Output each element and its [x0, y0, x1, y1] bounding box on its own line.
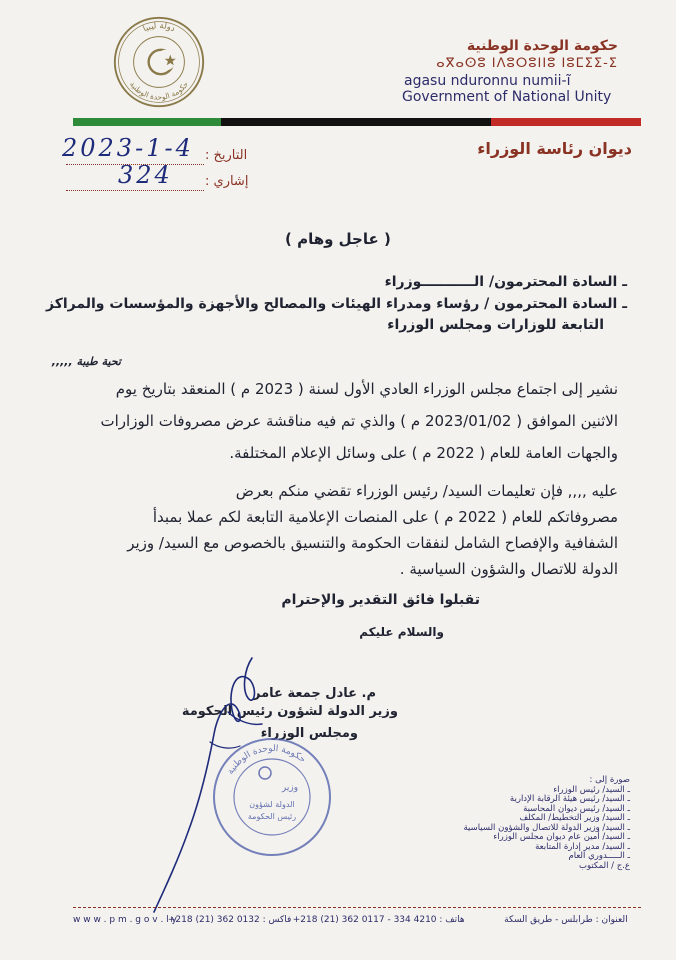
- seal-top-text: دولة ليبيا: [141, 20, 177, 34]
- body-line: الاثنين الموافق ( 2023/01/02 م ) والذي تم فيه مناقشة عرض مصروفات الوزارات: [100, 412, 618, 430]
- addressee-ministers: ـ السادة المحترمون/ الـــــــــــوزراء: [384, 274, 627, 290]
- list-item: ـ السيد/ رئيس الوزراء: [553, 784, 630, 795]
- greeting: تحية طيبة ,,,,,: [51, 355, 121, 368]
- svg-text:حكومة الوحدة الوطنية: [128, 79, 190, 101]
- seal-bottom-text: حكومة الوحدة الوطنية: [127, 79, 191, 102]
- distribution-list: [430, 776, 630, 871]
- signatory-name: م. عادل جمعة عامر: [253, 686, 376, 701]
- footer-address: العنوان : طرابلس - طريق السكة: [504, 915, 628, 925]
- body-line: نشير إلى اجتماع مجلس الوزراء العادي الأول لسنة ( 2023 م ) المنعقد بتاريخ يوم: [115, 380, 618, 398]
- closing-salutation: والسلام عليكم: [359, 625, 444, 639]
- government-name-arabic: حكومة الوحدة الوطنية: [466, 38, 618, 54]
- list-item: ـ السيد/ رئيس ديوان المحاسبة: [523, 803, 630, 814]
- stamp-inner-text: وزير: [281, 783, 299, 793]
- addressee-heads: ـ السادة المحترمون / رؤساء ومدراء الهيئات والمصالح والأجهزة والمؤسسات والمراكز: [46, 296, 627, 312]
- stamp-inner-text: الدولة لشؤون: [249, 800, 295, 809]
- list-item: ـ السيد/ وزير الدولة للاتصال والشؤون السياسية: [463, 822, 630, 833]
- list-item: ع.ج / المكتوب: [578, 860, 630, 871]
- list-item: ـ السيد/ وزير التخطيط/ المكلف: [519, 813, 630, 823]
- footer-phone: +218 (21) 362 0117 - 334 4210 : هاتف: [292, 915, 465, 925]
- body-line: مصروفاتكم للعام ( 2022 م ) على المنصات الإعلامية التابعة لكم عملا بمبدأ: [152, 508, 618, 526]
- list-item: ـ الـــــدوري العام: [568, 851, 630, 861]
- list-item: ـ السيد/ مدير إدارة المتابعة: [535, 841, 630, 852]
- footer-divider: [73, 907, 641, 908]
- addressee-affiliates: التابعة للوزارات ومجلس الوزراء: [387, 317, 604, 333]
- government-name-english: Government of National Unity: [402, 89, 612, 105]
- body-line: عليه ,,,, فإن تعليمات السيد/ رئيس الوزراء تقضي منكم بعرض: [235, 482, 618, 500]
- flag-color-bar: [73, 118, 641, 126]
- reference-dots: [66, 189, 204, 191]
- date-value: 2023-1-4: [62, 134, 194, 162]
- list-item: ـ السيد/ أمين عام ديوان مجلس الوزراء: [493, 832, 630, 842]
- reference-value: 324: [118, 161, 173, 189]
- signatory-title: وزير الدولة لشؤون رئيس الحكومة: [181, 704, 398, 719]
- government-name-tifinagh: ⴰⴳⴰⵙⵓ ⵏⴷⵓⵔⵓⵏⵏⵓ ⵏⵓⵎⵉⵉ-ⵉ: [436, 56, 618, 71]
- government-name-amazigh: agasu nduronnu numii-ĩ: [404, 73, 571, 89]
- list-item: صورة إلى :: [589, 775, 630, 785]
- body-line: الشفافية والإفصاح الشامل لنفقات الحكومة والتنسيق بالخصوص مع السيد/ وزير: [127, 534, 618, 552]
- government-seal-icon: [112, 15, 206, 109]
- footer-website: w w w . p m . g o v . l y: [73, 915, 177, 925]
- handwritten-signature-icon: [140, 650, 280, 920]
- office-name: ديوان رئاسة الوزراء: [477, 139, 632, 158]
- date-label: التاريخ :: [205, 148, 248, 163]
- urgent-heading: ( عاجل وهام ): [285, 230, 391, 248]
- body-line: الدولة للاتصال والشؤون السياسية .: [399, 560, 618, 578]
- footer-contacts: [73, 915, 641, 925]
- signatory-title-2: ومجلس الوزراء: [260, 726, 358, 741]
- body-line: والجهات العامة للعام ( 2022 م ) على وسائل الإعلام المختلفة.: [229, 444, 618, 462]
- reference-label: إشاري :: [205, 174, 249, 189]
- closing-respect: تقبلوا فائق التقدير والإحترام: [281, 592, 480, 608]
- list-item: ـ السيد/ رئيس هيئة الرقابة الإدارية: [509, 794, 630, 804]
- stamp-ring-text: حكومة الوحدة الوطنية: [225, 743, 308, 777]
- svg-text:دولة ليبيا: [141, 20, 177, 33]
- stamp-inner-text: رئيس الحكومة: [247, 812, 297, 821]
- footer-fax: +218 (21) 362 0132 : فاكس: [167, 915, 292, 925]
